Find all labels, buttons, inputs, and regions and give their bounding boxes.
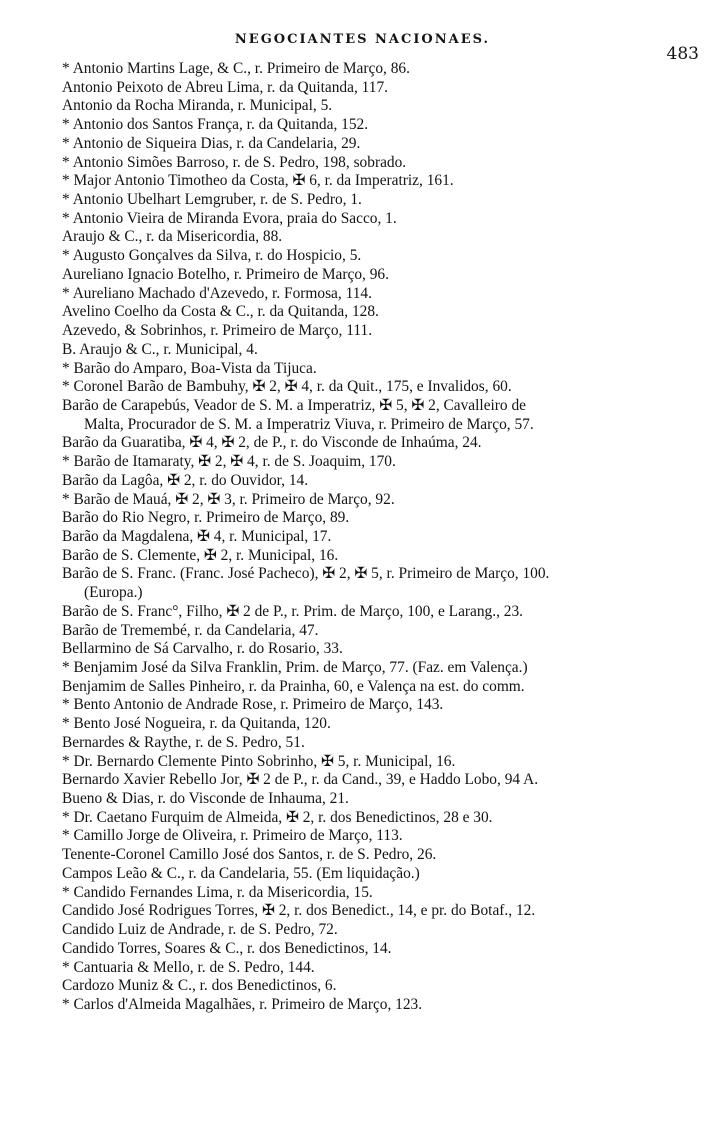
merchant-entry: Barão de S. Franc°, Filho, ✠ 2 de P., r. Prim. de Março, 100, e Larang., 23. bbox=[62, 602, 524, 620]
merchant-entry: * Benjamim José da Silva Franklin, Prim. de Março, 77. (Faz. em Valença.) bbox=[62, 659, 528, 676]
entry-continuation-line: Malta, Procurador de S. M. a Imperatriz Viuva, r. Primeiro de Março, 57. bbox=[84, 415, 534, 433]
merchant-entry: * Antonio Vieira de Miranda Evora, praia do Sacco, 1. bbox=[62, 209, 397, 227]
merchant-entry-list bbox=[62, 60, 688, 1015]
merchant-entry: Barão de Carapebús, Veador de S. M. a Imperatriz, ✠ 5, ✠ 2, Cavalleiro de bbox=[62, 396, 526, 414]
merchant-entry: Bernardo Xavier Rebello Jor, ✠ 2 de P., r. da Cand., 39, e Haddo Lobo, 94 A. bbox=[62, 771, 539, 789]
merchant-entry: * Major Antonio Timotheo da Costa, ✠ 6, r. da Imperatriz, 161. bbox=[62, 172, 454, 190]
merchant-entry: * Barão de Mauá, ✠ 2, ✠ 3, r. Primeiro de Março, 92. bbox=[62, 490, 395, 508]
merchant-entry: * Carlos d'Almeida Magalhães, r. Primeiro de Março, 123. bbox=[62, 995, 423, 1013]
merchant-entry: * Bento José Nogueira, r. da Quitanda, 120. bbox=[62, 715, 331, 733]
merchant-entry: * Camillo Jorge de Oliveira, r. Primeiro de Março, 113. bbox=[62, 827, 403, 845]
running-title: NEGOCIANTES NACIONAES. bbox=[234, 32, 491, 47]
page-number: 483 bbox=[666, 44, 699, 64]
merchant-entry: * Dr. Bernardo Clemente Pinto Sobrinho, ✠ 5, r. Municipal, 16. bbox=[62, 752, 456, 770]
merchant-entry: * Candido Fernandes Lima, r. da Misericordia, 15. bbox=[62, 883, 373, 901]
merchant-entry: Barão de Tremembé, r. da Candelaria, 47. bbox=[62, 621, 319, 639]
merchant-entry: * Cantuaria & Mello, r. de S. Pedro, 144. bbox=[62, 958, 315, 976]
merchant-entry: Antonio Peixoto de Abreu Lima, r. da Quitanda, 117. bbox=[62, 78, 388, 96]
merchant-entry: * Antonio Ubelhart Lemgruber, r. de S. Pedro, 1. bbox=[62, 191, 362, 209]
merchant-entry: Bernardes & Raythe, r. de S. Pedro, 51. bbox=[62, 733, 305, 751]
merchant-entry: * Bento Antonio de Andrade Rose, r. Primeiro de Março, 143. bbox=[62, 696, 444, 714]
merchant-entry: * Aureliano Machado d'Azevedo, r. Formosa, 114. bbox=[62, 284, 372, 302]
merchant-entry: * Augusto Gonçalves da Silva, r. do Hospicio, 5. bbox=[62, 247, 362, 265]
merchant-entry: * Antonio de Siqueira Dias, r. da Candelaria, 29. bbox=[62, 134, 361, 152]
merchant-entry: Tenente-Coronel Camillo José dos Santos, r. de S. Pedro, 26. bbox=[62, 846, 437, 864]
merchant-entry: Candido Luiz de Andrade, r. de S. Pedro, 72. bbox=[62, 921, 338, 939]
merchant-entry: Candido Torres, Soares & C., r. dos Benedictinos, 14. bbox=[62, 939, 392, 957]
merchant-entry: Barão do Rio Negro, r. Primeiro de Março, 89. bbox=[62, 509, 350, 527]
merchant-entry: Avelino Coelho da Costa & C., r. da Quitanda, 128. bbox=[62, 303, 379, 321]
merchant-entry: * Antonio Martins Lage, & C., r. Primeiro de Março, 86. bbox=[62, 60, 410, 77]
merchant-entry: Araujo & C., r. da Misericordia, 88. bbox=[62, 228, 283, 246]
merchant-entry: Barão de S. Franc. (Franc. José Pacheco), ✠ 2, ✠ 5, r. Primeiro de Março, 100. bbox=[62, 565, 550, 583]
merchant-entry: Bellarmino de Sá Carvalho, r. do Rosario, 33. bbox=[62, 640, 343, 658]
merchant-entry: * Antonio Simões Barroso, r. de S. Pedro, 198, sobrado. bbox=[62, 153, 407, 171]
merchant-entry: Barão da Magdalena, ✠ 4, r. Municipal, 17. bbox=[62, 527, 332, 545]
merchant-entry: Campos Leão & C., r. da Candelaria, 55. (Em liquidação.) bbox=[62, 864, 420, 882]
merchant-entry: * Dr. Caetano Furquim de Almeida, ✠ 2, r. dos Benedictinos, 28 e 30. bbox=[62, 808, 493, 826]
merchant-entry: Bueno & Dias, r. do Visconde de Inhauma, 21. bbox=[62, 790, 349, 808]
entry-continuation-line: (Europa.) bbox=[84, 584, 143, 602]
merchant-entry: Azevedo, & Sobrinhos, r. Primeiro de Março, 111. bbox=[62, 322, 373, 340]
merchant-entry: * Coronel Barão de Bambuhy, ✠ 2, ✠ 4, r. da Quit., 175, e Invalidos, 60. bbox=[62, 378, 512, 396]
merchant-entry: Barão de S. Clemente, ✠ 2, r. Municipal, 16. bbox=[62, 546, 339, 564]
merchant-entry: Candido José Rodrigues Torres, ✠ 2, r. dos Benedict., 14, e pr. do Botaf., 12. bbox=[62, 902, 536, 920]
merchant-entry: * Antonio dos Santos França, r. da Quitanda, 152. bbox=[62, 116, 369, 134]
merchant-entry: Antonio da Rocha Miranda, r. Municipal, 5. bbox=[62, 97, 333, 115]
merchant-entry: Cardozo Muniz & C., r. dos Benedictinos, 6. bbox=[62, 977, 337, 995]
merchant-entry: Barão da Lagôa, ✠ 2, r. do Ouvidor, 14. bbox=[62, 471, 309, 489]
merchant-entry: Aureliano Ignacio Botelho, r. Primeiro de Março, 96. bbox=[62, 265, 389, 283]
merchant-entry: B. Araujo & C., r. Municipal, 4. bbox=[62, 340, 258, 358]
merchant-entry: Barão da Guaratiba, ✠ 4, ✠ 2, de P., r. do Visconde de Inhaúma, 24. bbox=[62, 434, 482, 452]
merchant-entry: * Barão do Amparo, Boa-Vista da Tijuca. bbox=[62, 359, 317, 377]
merchant-entry: * Barão de Itamaraty, ✠ 2, ✠ 4, r. de S. Joaquim, 170. bbox=[62, 453, 396, 471]
merchant-entry: Benjamim de Salles Pinheiro, r. da Prainha, 60, e Valença na est. do comm. bbox=[62, 677, 525, 695]
